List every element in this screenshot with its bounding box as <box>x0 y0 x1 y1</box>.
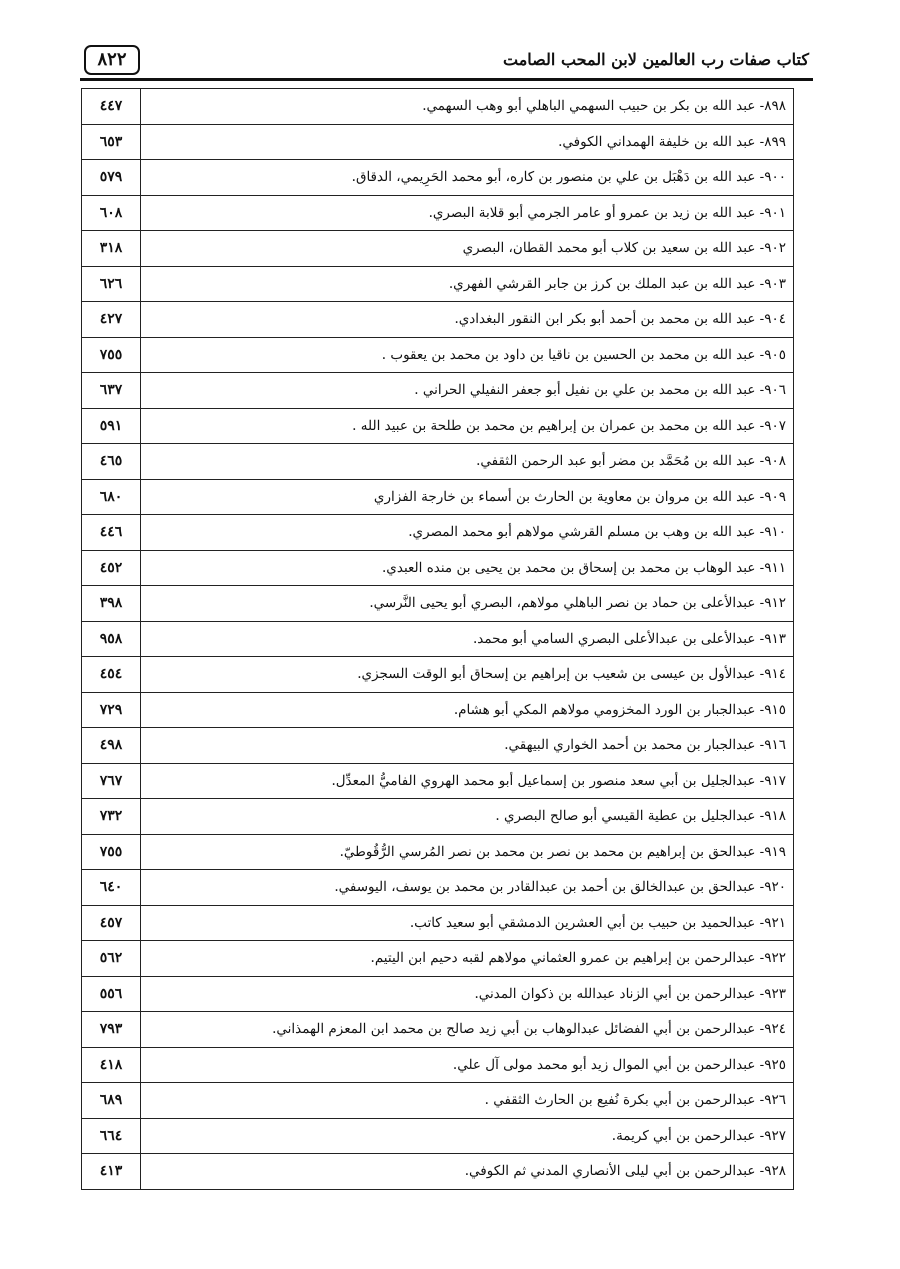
page-header <box>80 40 813 82</box>
table-row <box>82 905 794 941</box>
entry-page-number: ٦٣٧ <box>82 373 141 409</box>
table-row <box>82 373 794 409</box>
table-row <box>82 657 794 693</box>
table-row <box>82 799 794 835</box>
table-row <box>82 692 794 728</box>
entries-table <box>81 88 794 1190</box>
entry-page-number: ٧٦٧ <box>82 763 141 799</box>
entry-page-number: ٧٢٩ <box>82 692 141 728</box>
entry-page-number: ٦٤٠ <box>82 870 141 906</box>
entry-page-number: ٦٨٠ <box>82 479 141 515</box>
entry-page-number: ٦٦٤ <box>82 1118 141 1154</box>
entry-page-number: ٦٨٩ <box>82 1083 141 1119</box>
entries-table-body <box>82 89 794 1190</box>
entry-page-number: ٤٤٦ <box>82 515 141 551</box>
table-row <box>82 586 794 622</box>
entry-name: ٩١٦- عبدالجبار بن محمد بن أحمد الخواري البيهقي. <box>141 728 794 764</box>
entry-name: ٩٢٣- عبدالرحمن بن أبي الزناد عبدالله بن ذكوان المدني. <box>141 976 794 1012</box>
entry-page-number: ٧٥٥ <box>82 834 141 870</box>
table-row <box>82 266 794 302</box>
entry-page-number: ٤١٣ <box>82 1154 141 1190</box>
table-row <box>82 1154 794 1190</box>
entry-name: ٩٠٣- عبد الله بن عبد الملك بن كرز بن جابر القرشي الفهري. <box>141 266 794 302</box>
entry-name: ٩٢٠- عبدالحق بن عبدالخالق بن أحمد بن عبدالقادر بن محمد بن يوسف، اليوسفي. <box>141 870 794 906</box>
entry-name: ٩٢٥- عبدالرحمن بن أبي الموال زيد أبو محمد مولى آل علي. <box>141 1047 794 1083</box>
table-row <box>82 621 794 657</box>
header-rule <box>80 78 813 81</box>
table-row <box>82 728 794 764</box>
entry-name: ٩٢١- عبدالحميد بن حبيب بن أبي العشرين الدمشقي أبو سعيد كاتب. <box>141 905 794 941</box>
table-row <box>82 976 794 1012</box>
entry-page-number: ٤١٨ <box>82 1047 141 1083</box>
entry-name: ٩١٢- عبدالأعلى بن حماد بن نصر الباهلي مولاهم، البصري أبو يحيى النَّرسي. <box>141 586 794 622</box>
entry-name: ٩١١- عبد الوهاب بن محمد بن إسحاق بن محمد بن يحيى بن منده العبدي. <box>141 550 794 586</box>
entry-name: ٩١٩- عبدالحق بن إبراهيم بن محمد بن نصر بن محمد بن نصر المُرسي الرُّقُوطيّ. <box>141 834 794 870</box>
entry-name: ٩١٣- عبدالأعلى بن عبدالأعلى البصري السامي أبو محمد. <box>141 621 794 657</box>
table-row <box>82 1012 794 1048</box>
table-row <box>82 834 794 870</box>
table-row <box>82 160 794 196</box>
entry-name: ٩٢٨- عبدالرحمن بن أبي ليلى الأنصاري المدني ثم الكوفي. <box>141 1154 794 1190</box>
entry-name: ٩٠٠- عبد الله بن دَهْبَل بن علي بن منصور بن كاره، أبو محمد الحَرِيمي، الدقاق. <box>141 160 794 196</box>
entry-page-number: ٧٥٥ <box>82 337 141 373</box>
entry-name: ٩٢٧- عبدالرحمن بن أبي كريمة. <box>141 1118 794 1154</box>
entry-name: ٩٠٦- عبد الله بن محمد بن علي بن نفيل أبو جعفر النفيلي الحراني . <box>141 373 794 409</box>
entry-page-number: ٤٦٥ <box>82 444 141 480</box>
entry-page-number: ٤٥٧ <box>82 905 141 941</box>
entry-name: ٩٠٩- عبد الله بن مروان بن معاوية بن الحارث بن أسماء بن خارجة الفزاري <box>141 479 794 515</box>
table-row <box>82 515 794 551</box>
table-row <box>82 763 794 799</box>
entry-name: ٨٩٩- عبد الله بن خليفة الهمداني الكوفي. <box>141 124 794 160</box>
entry-name: ٩٠٧- عبد الله بن محمد بن عمران بن إبراهيم بن محمد بن طلحة بن عبيد الله . <box>141 408 794 444</box>
entry-name: ٩٠١- عبد الله بن زيد بن عمرو أو عامر الجرمي أبو قلابة البصري. <box>141 195 794 231</box>
entry-page-number: ٥٦٢ <box>82 941 141 977</box>
entry-name: ٩٢٤- عبدالرحمن بن أبي الفضائل عبدالوهاب بن أبي زيد صالح بن محمد ابن المعزم الهمذاني. <box>141 1012 794 1048</box>
entry-page-number: ٤٤٧ <box>82 89 141 125</box>
table-row <box>82 337 794 373</box>
entry-name: ٨٩٨- عبد الله بن بكر بن حبيب السهمي الباهلي أبو وهب السهمي. <box>141 89 794 125</box>
entry-page-number: ٩٥٨ <box>82 621 141 657</box>
entry-page-number: ٧٩٣ <box>82 1012 141 1048</box>
entry-page-number: ٧٣٢ <box>82 799 141 835</box>
table-row <box>82 941 794 977</box>
entry-name: ٩٢٦- عبدالرحمن بن أبي بكرة نُفيع بن الحارث الثقفي . <box>141 1083 794 1119</box>
entry-page-number: ٣٩٨ <box>82 586 141 622</box>
table-row <box>82 195 794 231</box>
page-number: ٨٢٢ <box>84 45 140 75</box>
table-row <box>82 1047 794 1083</box>
entry-page-number: ٦٢٦ <box>82 266 141 302</box>
table-row <box>82 124 794 160</box>
entry-page-number: ٤٢٧ <box>82 302 141 338</box>
entry-page-number: ٥٩١ <box>82 408 141 444</box>
entry-page-number: ٤٥٤ <box>82 657 141 693</box>
table-row <box>82 408 794 444</box>
table-row <box>82 302 794 338</box>
entry-page-number: ٤٥٢ <box>82 550 141 586</box>
entry-name: ٩١٧- عبدالجليل بن أبي سعد منصور بن إسماعيل أبو محمد الهروي الفاميُّ المعدِّل. <box>141 763 794 799</box>
table-row <box>82 550 794 586</box>
table-row <box>82 89 794 125</box>
entry-name: ٩٢٢- عبدالرحمن بن إبراهيم بن عمرو العثماني مولاهم لقبه دحيم ابن اليتيم. <box>141 941 794 977</box>
entry-name: ٩١٠- عبد الله بن وهب بن مسلم القرشي مولاهم أبو محمد المصري. <box>141 515 794 551</box>
entry-page-number: ٦٥٣ <box>82 124 141 160</box>
entry-name: ٩٠٨- عبد الله بن مُحَمَّد بن مضر أبو عبد الرحمن الثقفي. <box>141 444 794 480</box>
entry-page-number: ٥٧٩ <box>82 160 141 196</box>
entry-name: ٩٠٢- عبد الله بن سعيد بن كلاب أبو محمد القطان، البصري <box>141 231 794 267</box>
entry-name: ٩٠٤- عبد الله بن محمد بن أحمد أبو بكر ابن النقور البغدادي. <box>141 302 794 338</box>
entry-page-number: ٤٩٨ <box>82 728 141 764</box>
entry-name: ٩٠٥- عبد الله بن محمد بن الحسين بن ناقيا بن داود بن محمد بن يعقوب . <box>141 337 794 373</box>
entry-name: ٩١٤- عبدالأول بن عيسى بن شعيب بن إبراهيم بن إسحاق أبو الوقت السجزي. <box>141 657 794 693</box>
table-row <box>82 1118 794 1154</box>
table-row <box>82 444 794 480</box>
table-row <box>82 870 794 906</box>
table-row <box>82 231 794 267</box>
entry-page-number: ٥٥٦ <box>82 976 141 1012</box>
book-title: كتاب صفات رب العالمين لابن المحب الصامت <box>503 50 809 69</box>
table-row <box>82 479 794 515</box>
table-row <box>82 1083 794 1119</box>
entry-name: ٩١٥- عبدالجبار بن الورد المخزومي مولاهم المكي أبو هشام. <box>141 692 794 728</box>
entry-page-number: ٦٠٨ <box>82 195 141 231</box>
entry-page-number: ٣١٨ <box>82 231 141 267</box>
entry-name: ٩١٨- عبدالجليل بن عطية القيسي أبو صالح البصري . <box>141 799 794 835</box>
